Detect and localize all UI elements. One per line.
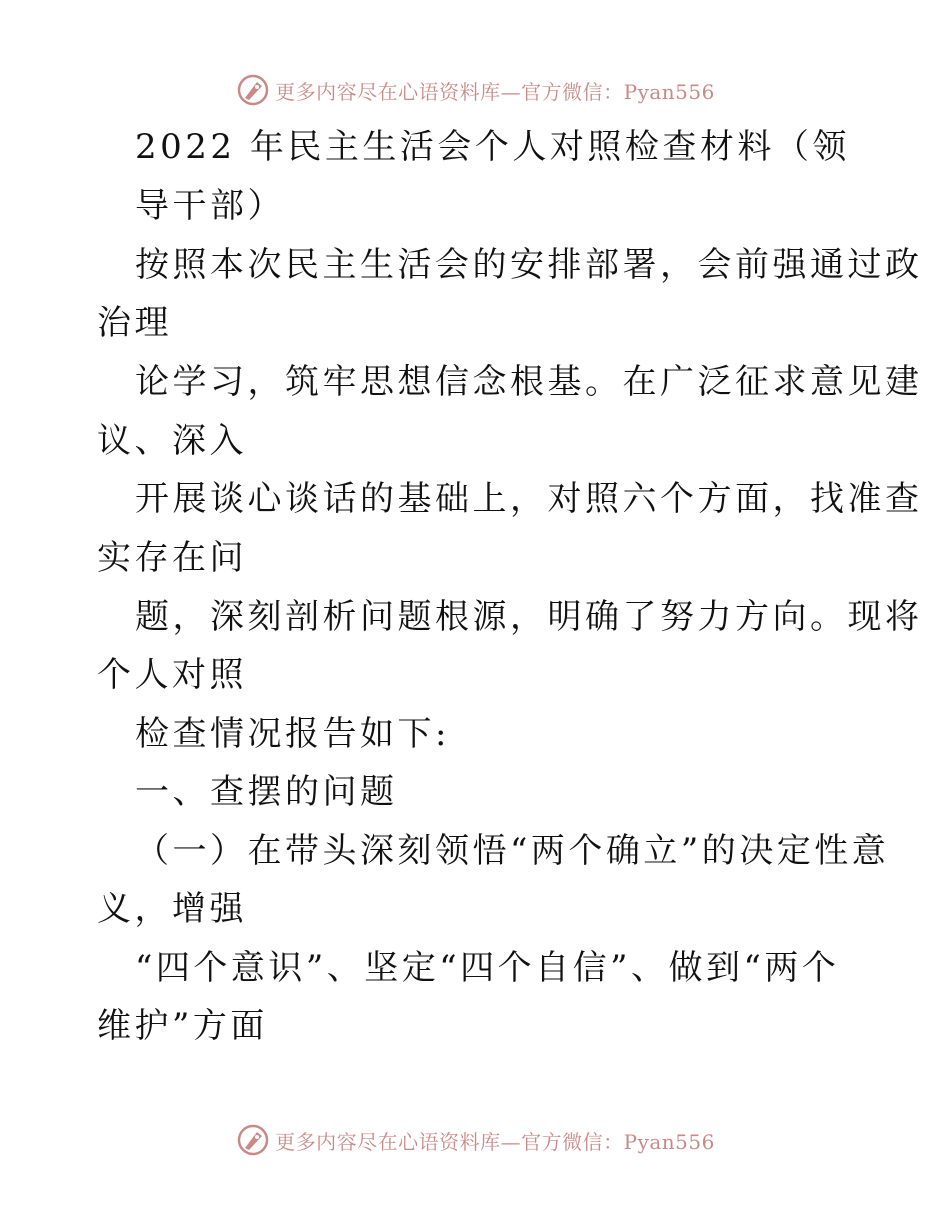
doc-line-2: 导干部）	[135, 186, 285, 226]
watermark-banner-bottom	[0, 1120, 950, 1160]
doc-line-12: 一、查摆的问题	[135, 772, 398, 812]
doc-line-1: 2022 年民主生活会个人对照检查材料（领	[135, 127, 850, 167]
doc-line-9: 题，深刻剖析问题根源，明确了努力方向。现将	[135, 597, 923, 637]
doc-line-7: 开展谈心谈话的基础上，对照六个方面，找准查	[135, 479, 923, 519]
doc-line-14: 义，增强	[97, 889, 247, 929]
doc-line-3: 按照本次民主生活会的安排部署，会前强通过政	[135, 245, 923, 285]
watermark-banner-top	[0, 70, 950, 110]
doc-line-8: 实存在问	[97, 538, 247, 578]
doc-line-5: 论学习，筑牢思想信念根基。在广泛征求意见建	[135, 362, 923, 402]
doc-line-13: （一）在带头深刻领悟“两个确立”的决定性意	[135, 831, 890, 871]
watermark-text: 更多内容尽在心语资料库—官方微信：Pyan556	[275, 79, 715, 104]
doc-line-15: “四个意识”、坚定“四个自信”、做到“两个	[135, 948, 840, 988]
doc-line-10: 个人对照	[97, 655, 247, 695]
doc-line-4: 治理	[97, 303, 172, 343]
pen-nib-logo-icon	[235, 1122, 271, 1158]
watermark-text: 更多内容尽在心语资料库—官方微信：Pyan556	[275, 1129, 715, 1154]
doc-line-6: 议、深入	[97, 421, 247, 461]
doc-line-16: 维护”方面	[97, 1006, 268, 1046]
doc-line-11: 检查情况报告如下:	[135, 714, 450, 754]
pen-nib-logo-icon	[235, 72, 271, 108]
